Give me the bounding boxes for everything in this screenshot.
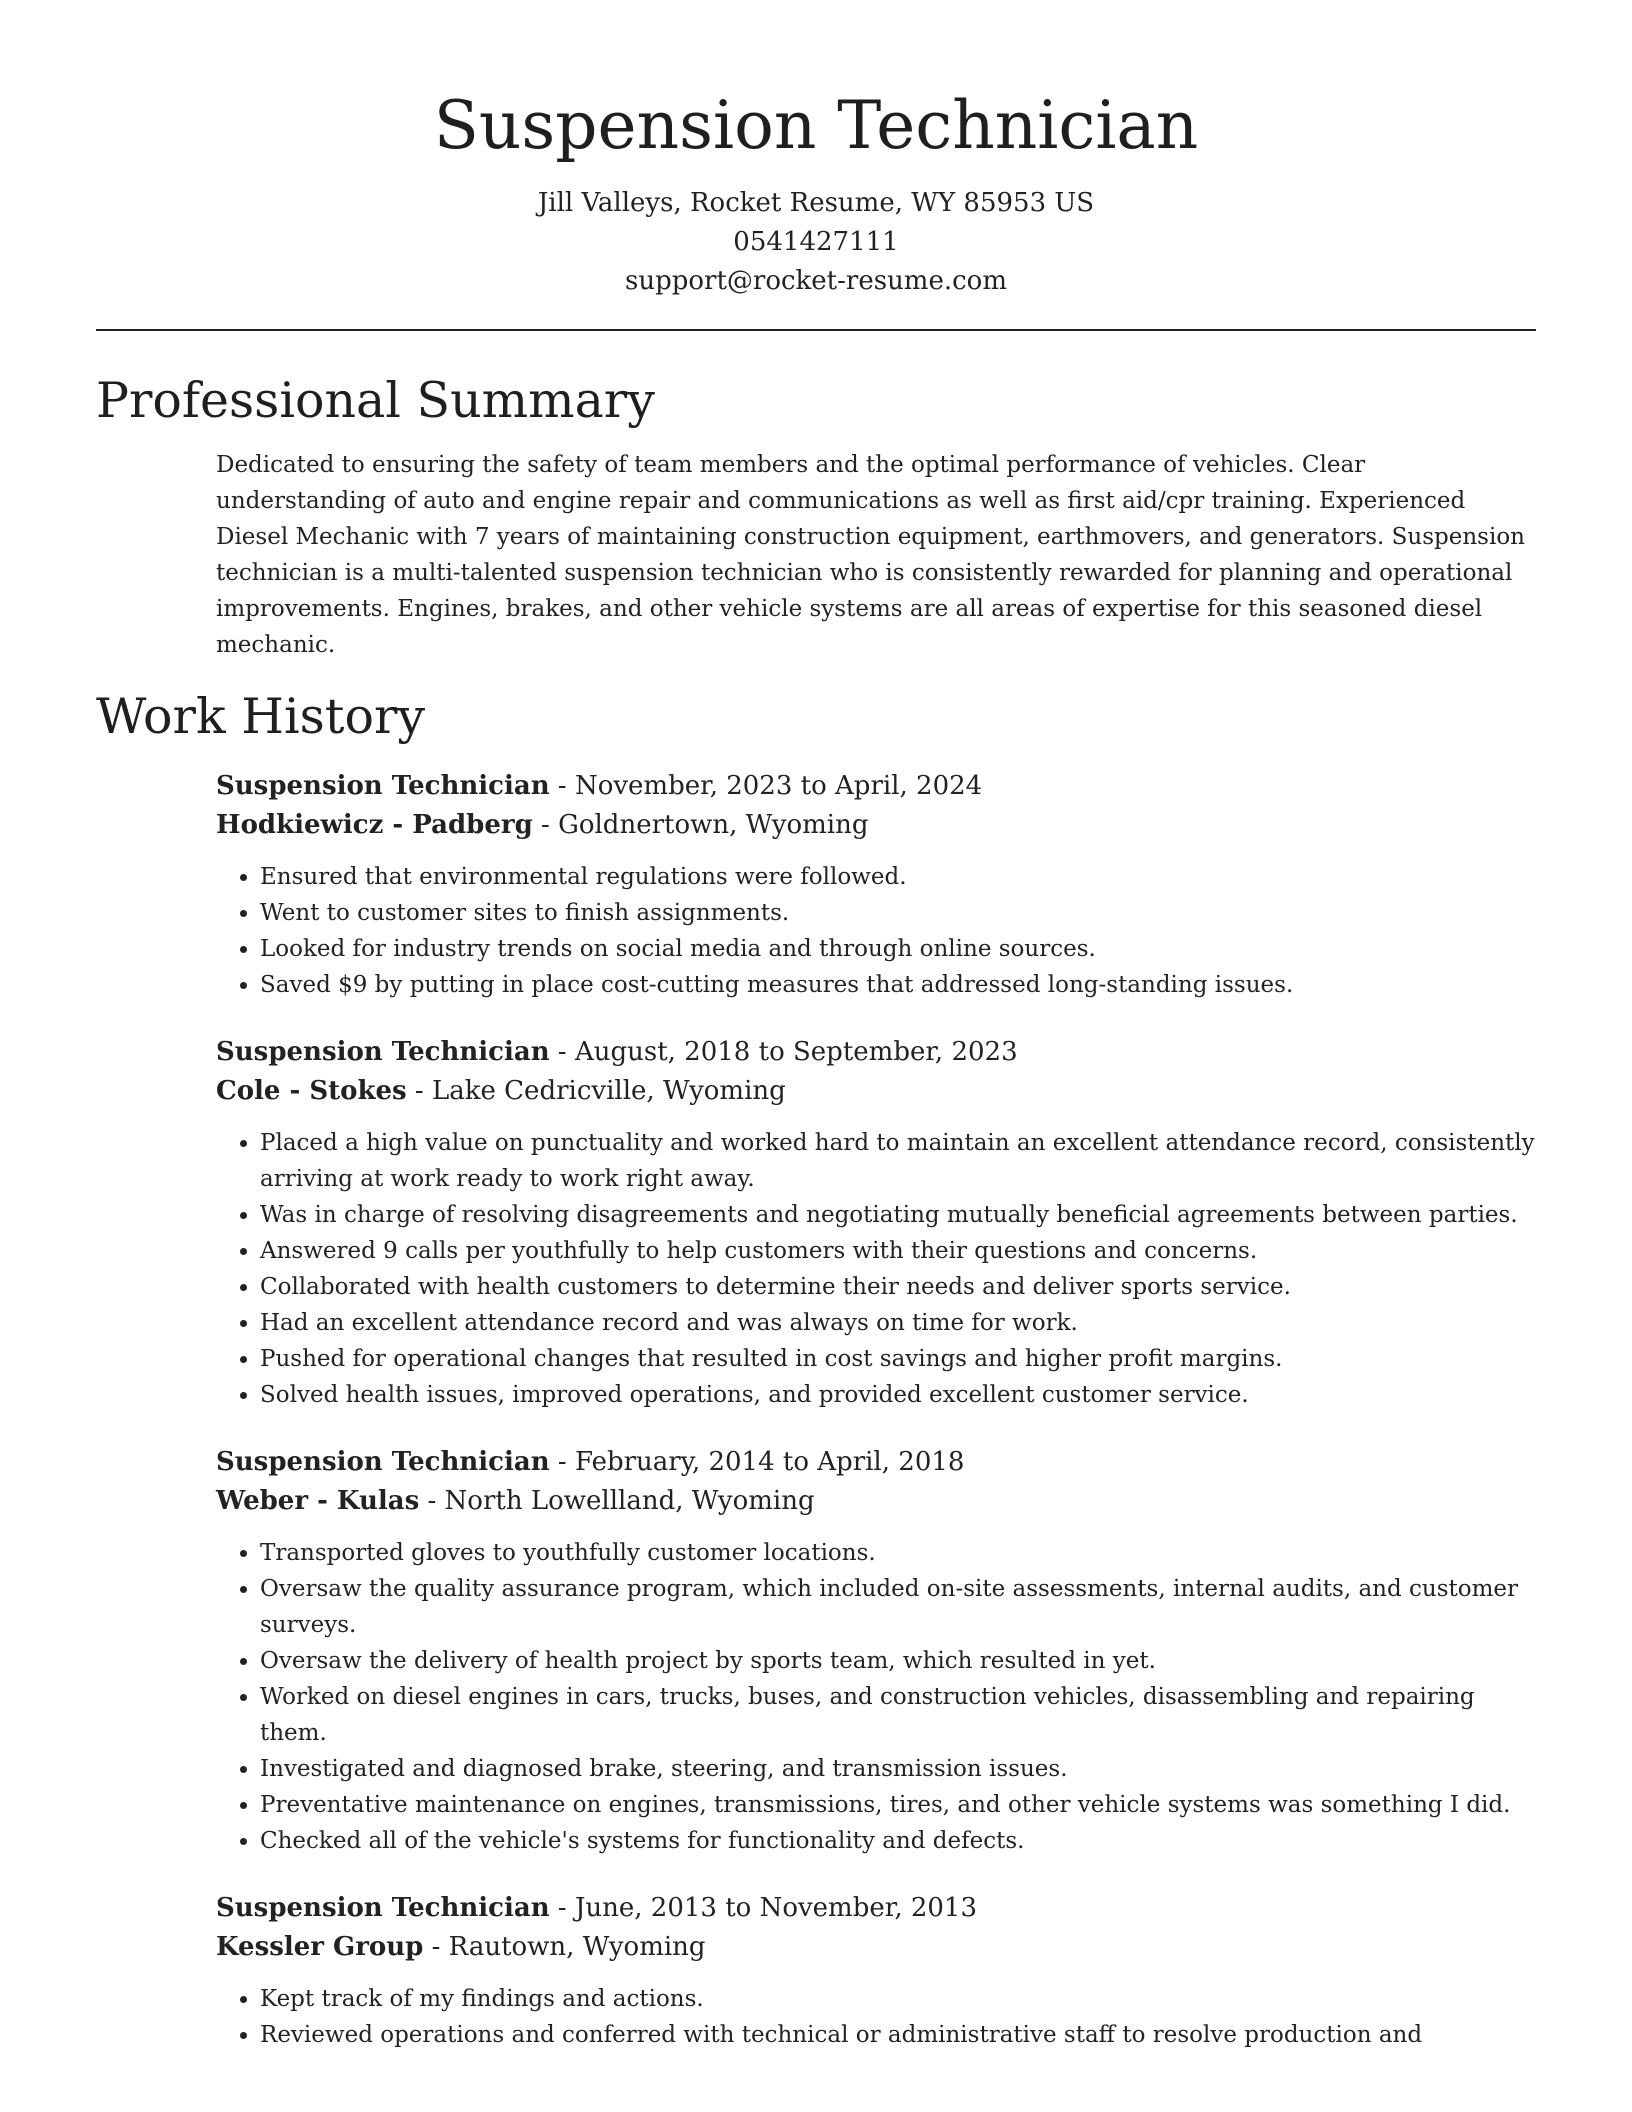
job-company: Weber - Kulas <box>216 1486 420 1516</box>
contact-email: support@rocket-resume.com <box>624 266 1007 296</box>
duty-item: • Pushed for operational changes that resulted in cost savings and higher profit margins. <box>260 1341 1536 1377</box>
job-title-line <box>216 767 1536 806</box>
duty-list <box>216 1125 1536 1413</box>
duty-item: • Had an excellent attendance record and was always on time for work. <box>260 1305 1536 1341</box>
header-divider <box>96 329 1536 331</box>
job-dates: - August, 2018 to September, 2023 <box>549 1037 1018 1067</box>
job-location: - Goldnertown, Wyoming <box>532 810 869 840</box>
job-title: Suspension Technician <box>216 1893 550 1923</box>
duty-item: • Transported gloves to youthfully customer locations. <box>260 1535 1536 1571</box>
duty-list <box>216 859 1536 1003</box>
duty-item: • Went to customer sites to finish assignments. <box>260 895 1536 931</box>
duty-item: • Worked on diesel engines in cars, trucks, buses, and construction vehicles, disassembling and repairing them. <box>260 1679 1536 1751</box>
job-title-line <box>216 1033 1536 1072</box>
job-dates: - June, 2013 to November, 2013 <box>549 1893 978 1923</box>
job-entry <box>216 1443 1536 1859</box>
job-company: Cole - Stokes <box>216 1076 407 1106</box>
job-title: Suspension Technician <box>216 771 550 801</box>
duty-item: • Answered 9 calls per youthfully to help customers with their questions and concerns. <box>260 1233 1536 1269</box>
job-location: - North Lowellland, Wyoming <box>419 1486 815 1516</box>
job-company-line <box>216 1072 1536 1111</box>
duty-item: • Checked all of the vehicle's systems for functionality and defects. <box>260 1823 1536 1859</box>
duty-item: • Preventative maintenance on engines, transmissions, tires, and other vehicle systems was something I did. <box>260 1787 1536 1823</box>
job-company-line <box>216 1928 1536 1967</box>
duty-list <box>216 1535 1536 1859</box>
summary-text: Dedicated to ensuring the safety of team members and the optimal performance of vehicles. Clear understanding of auto and engine repair and communications as well as first aid/cpr training. Experienced Diesel Mechanic with 7 years of maintaining construction equipment, earthmovers, and generators. Suspension technician is a multi-talented suspension technician who is consistently rewarded for planning and operational improvements. Engines, brakes, and other vehicle systems are all areas of expertise for this seasoned diesel mechanic. <box>216 452 1525 658</box>
job-company-line <box>216 806 1536 845</box>
duty-item: • Placed a high value on punctuality and worked hard to maintain an excellent attendance record, consistently arriving at work ready to work right away. <box>260 1125 1536 1197</box>
duty-item: • Ensured that environmental regulations were followed. <box>260 859 1536 895</box>
job-title-line <box>216 1889 1536 1928</box>
duty-item: • Reviewed operations and conferred with technical or administrative staff to resolve production and <box>260 2017 1536 2053</box>
duty-item: • Solved health issues, improved operations, and provided excellent customer service. <box>260 1377 1536 1413</box>
resume-title: Suspension Technician <box>433 87 1199 164</box>
duty-item: • Kept track of my findings and actions. <box>260 1981 1536 2017</box>
duty-item: • Was in charge of resolving disagreements and negotiating mutually beneficial agreements between parties. <box>260 1197 1536 1233</box>
work-history-heading: Work History <box>96 688 426 745</box>
job-location: - Lake Cedricville, Wyoming <box>406 1076 786 1106</box>
job-company: Kessler Group <box>216 1932 424 1962</box>
contact-address: Jill Valleys, Rocket Resume, WY 85953 US <box>537 188 1095 218</box>
duty-item: • Oversaw the delivery of health project by sports team, which resulted in yet. <box>260 1643 1536 1679</box>
job-title: Suspension Technician <box>216 1447 550 1477</box>
contact-phone: 0541427111 <box>733 227 899 257</box>
duty-item: • Saved $9 by putting in place cost-cutting measures that addressed long-standing issues. <box>260 967 1536 1003</box>
job-title: Suspension Technician <box>216 1037 550 1067</box>
duty-list <box>216 1981 1536 2053</box>
job-company: Hodkiewicz - Padberg <box>216 810 533 840</box>
duty-item: • Looked for industry trends on social media and through online sources. <box>260 931 1536 967</box>
job-dates: - February, 2014 to April, 2018 <box>549 1447 965 1477</box>
duty-item: • Oversaw the quality assurance program, which included on-site assessments, internal audits, and customer surveys. <box>260 1571 1536 1643</box>
contact-block <box>96 184 1536 301</box>
job-entry <box>216 1889 1536 2053</box>
resume-page <box>96 0 1536 2053</box>
summary-heading: Professional Summary <box>96 372 655 429</box>
job-company-line <box>216 1482 1536 1521</box>
job-entry <box>216 767 1536 1003</box>
duty-item: • Collaborated with health customers to determine their needs and deliver sports service. <box>260 1269 1536 1305</box>
duty-item: • Investigated and diagnosed brake, steering, and transmission issues. <box>260 1751 1536 1787</box>
job-entry <box>216 1033 1536 1413</box>
job-location: - Rautown, Wyoming <box>423 1932 706 1962</box>
job-dates: - November, 2023 to April, 2024 <box>549 771 983 801</box>
job-title-line <box>216 1443 1536 1482</box>
